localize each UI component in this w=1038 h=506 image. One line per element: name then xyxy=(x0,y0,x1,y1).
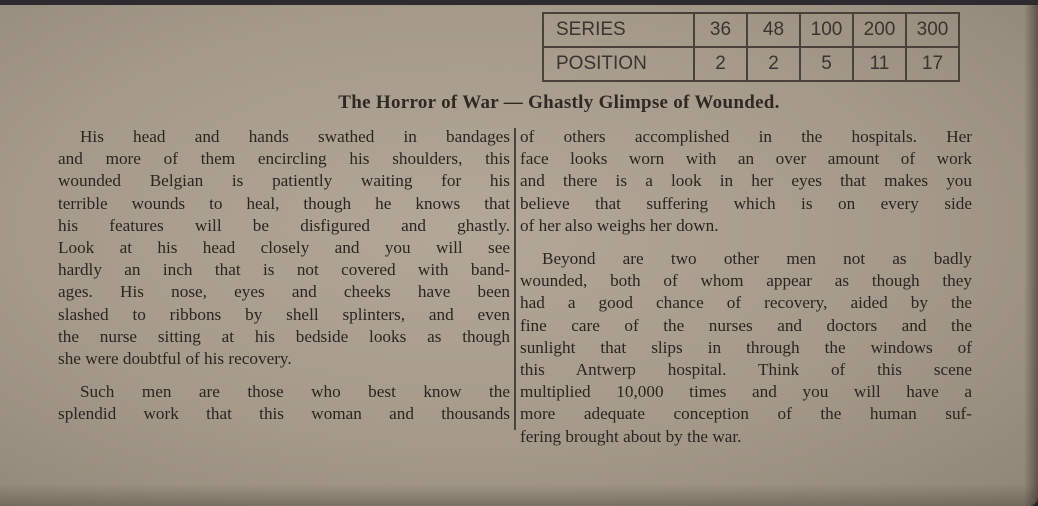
text-line: and more of them encircling his shoulders, this xyxy=(58,149,510,169)
series-value: 300 xyxy=(906,13,959,47)
series-label: SERIES xyxy=(543,13,694,47)
right-text-column xyxy=(520,126,972,459)
paragraph xyxy=(58,381,510,425)
text-line: His head and hands swathed in bandages xyxy=(80,127,510,146)
text-line: more adequate conception of the human suf- xyxy=(520,404,972,424)
text-line: fine care of the nurses and doctors and the xyxy=(520,315,972,335)
text-line: this Antwerp hospital. Think of this scene xyxy=(520,360,972,380)
text-line: multiplied 10,000 times and you will have a xyxy=(520,382,972,402)
text-line: wounded, both of whom appear as though they xyxy=(520,271,972,291)
column-divider xyxy=(514,128,516,430)
text-line: fering brought about by the war. xyxy=(520,426,742,446)
series-value: 100 xyxy=(800,13,853,47)
paragraph xyxy=(520,248,972,448)
text-line: his features will be disfigured and ghastly. xyxy=(58,215,510,235)
text-line: of others accomplished in the hospitals. Her xyxy=(520,127,972,146)
series-value: 36 xyxy=(694,13,747,47)
text-line: terrible wounds to heal, though he knows that xyxy=(58,193,510,213)
position-value: 11 xyxy=(853,47,906,81)
text-line: of her also weighs her down. xyxy=(520,215,719,235)
paragraph xyxy=(58,126,510,370)
text-line: splendid work that this woman and thousands xyxy=(58,404,510,424)
text-line: the nurse sitting at his bedside looks as though xyxy=(58,326,510,346)
text-line: ages. His nose, eyes and cheeks have been xyxy=(58,282,510,302)
position-value: 5 xyxy=(800,47,853,81)
series-position-table xyxy=(542,12,960,82)
position-value: 17 xyxy=(906,47,959,81)
position-label: POSITION xyxy=(543,47,694,81)
text-line: face looks worn with an over amount of work xyxy=(520,149,972,169)
text-line: hardly an inch that is not covered with band- xyxy=(58,260,510,280)
top-edge-shadow xyxy=(0,0,1038,5)
text-line: Beyond are two other men not as badly xyxy=(542,249,972,269)
text-line: and there is a look in her eyes that makes you xyxy=(520,171,972,191)
text-line: believe that suffering which is on every side xyxy=(520,193,972,213)
series-row xyxy=(543,13,959,47)
card-title: The Horror of War — Ghastly Glimpse of Wounded. xyxy=(338,92,780,113)
text-line: slashed to ribbons by shell splinters, and even xyxy=(58,304,510,324)
left-text-column xyxy=(58,126,510,437)
position-value: 2 xyxy=(747,47,800,81)
position-row xyxy=(543,47,959,81)
text-line: Look at his head closely and you will see xyxy=(58,238,510,258)
text-line: sunlight that slips in through the windows of xyxy=(520,337,972,357)
series-value: 200 xyxy=(853,13,906,47)
series-value: 48 xyxy=(747,13,800,47)
text-line: she were doubtful of his recovery. xyxy=(58,349,292,369)
paragraph xyxy=(520,126,972,237)
text-line: wounded Belgian is patiently waiting for his xyxy=(58,171,510,191)
text-line: had a good chance of recovery, aided by the xyxy=(520,293,972,313)
position-value: 2 xyxy=(694,47,747,81)
text-line: Such men are those who best know the xyxy=(80,382,510,402)
card-right-edge xyxy=(1024,0,1038,506)
